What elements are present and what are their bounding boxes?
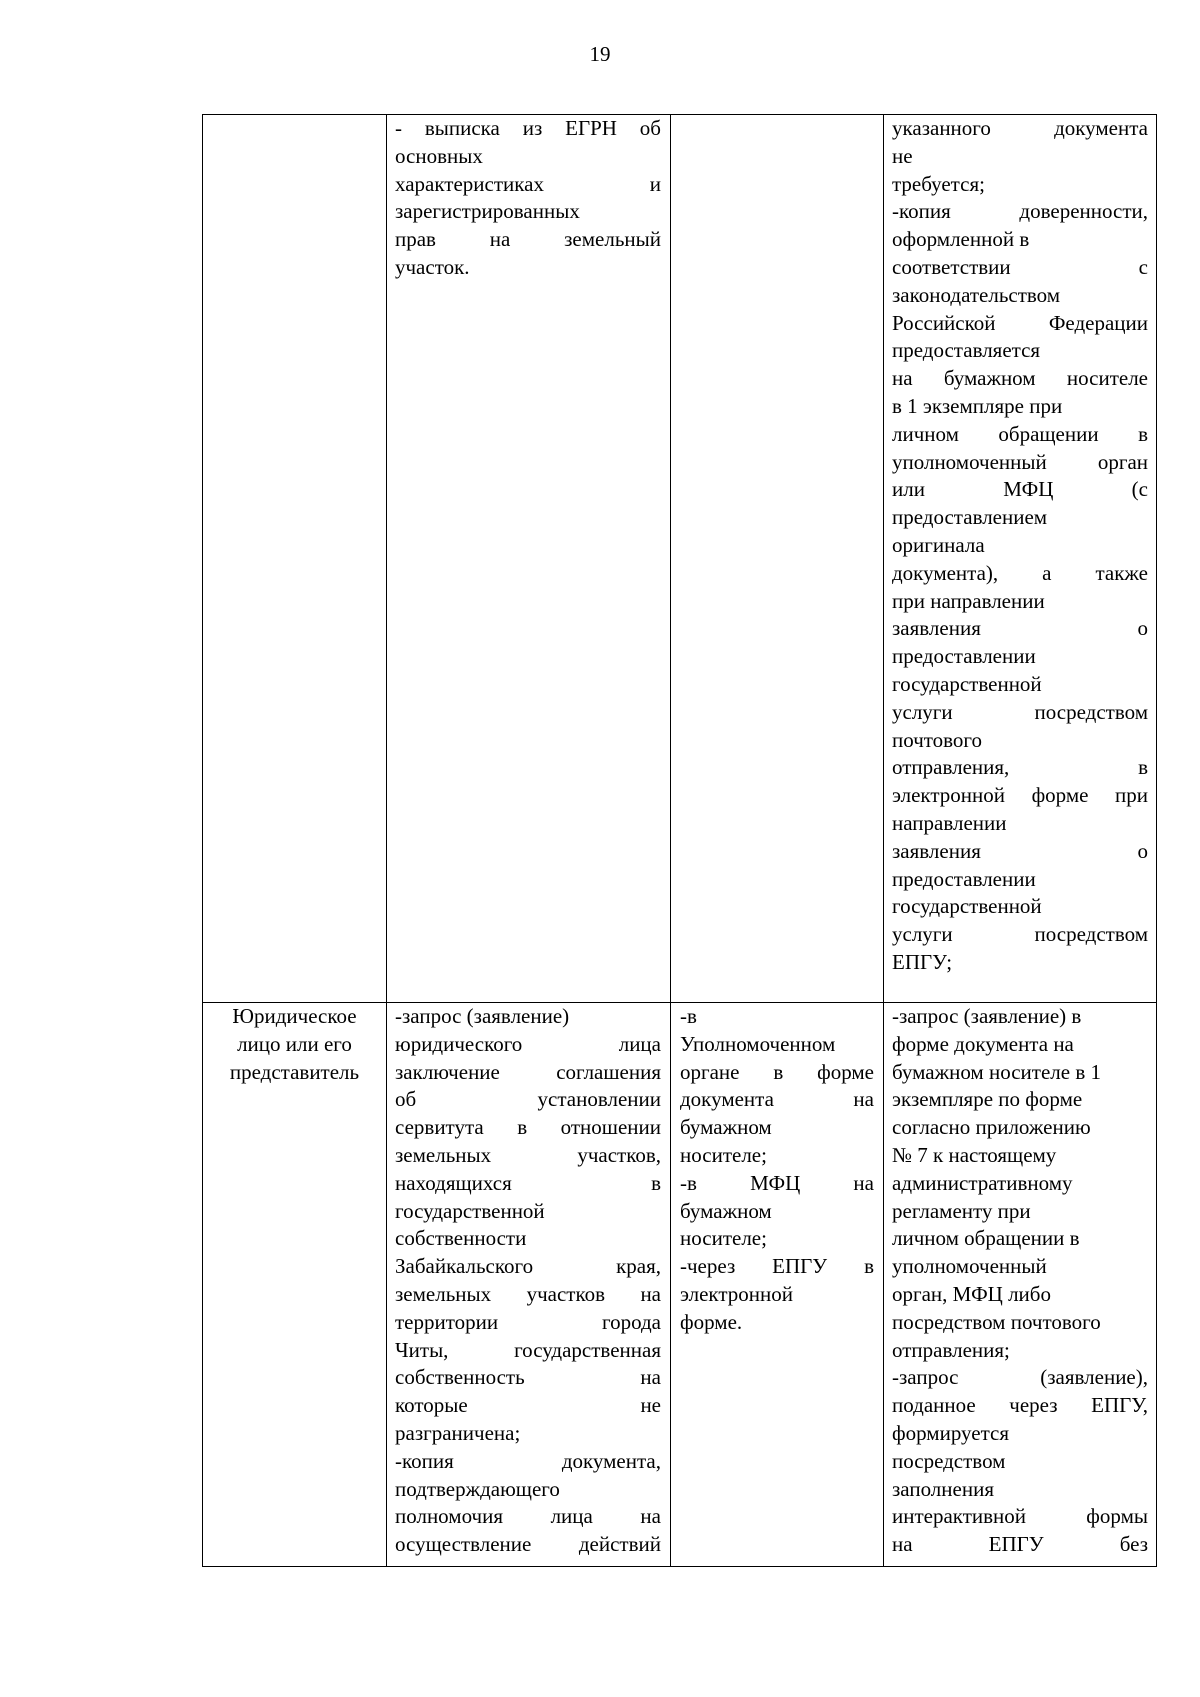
text-line: личном обращении в [892, 421, 1148, 446]
text-line: посредством почтового [892, 1309, 1101, 1334]
text-line: административному [892, 1170, 1073, 1195]
text-line: соответствии с [892, 254, 1148, 279]
row-0-requirements-cell [892, 115, 1148, 977]
text-line: собственность на [395, 1365, 661, 1390]
row-1-method-cell [680, 1003, 874, 1337]
text-line: носителе; [680, 1142, 767, 1167]
text-line: -запрос (заявление) в [892, 1004, 1082, 1028]
column-divider [386, 115, 387, 1566]
text-line: интерактивной формы [892, 1504, 1148, 1529]
text-line: почтового [892, 727, 983, 752]
text-line: бумажном [680, 1115, 772, 1140]
text-line: зарегистрированных [395, 199, 580, 224]
text-line: участок. [395, 254, 470, 279]
text-line: носителе; [680, 1226, 767, 1251]
text-line: находящихся в [395, 1170, 661, 1195]
text-line: -в МФЦ на [680, 1170, 874, 1195]
text-line: предоставлением [892, 505, 1048, 530]
text-line: направлении [892, 810, 1007, 835]
page-number: 19 [589, 42, 611, 66]
text-line: заявления о [892, 838, 1148, 863]
text-line: в 1 экземпляре при [892, 393, 1063, 418]
text-line: на ЕПГУ без [892, 1532, 1148, 1557]
row-1-requirements-cell [892, 1003, 1148, 1559]
text-line: при направлении [892, 588, 1045, 613]
text-line: собственности [395, 1226, 527, 1251]
text-line: осуществление действий [395, 1532, 661, 1557]
text-line: государственной [395, 1198, 545, 1223]
text-line: законодательством [892, 282, 1061, 307]
text-line: согласно приложению [892, 1115, 1091, 1140]
text-line: уполномоченный [892, 1254, 1047, 1279]
row-1-documents-cell [395, 1003, 661, 1559]
text-line: Уполномоченном [680, 1031, 836, 1056]
text-line: бумажном [680, 1198, 772, 1223]
text-line: Забайкальского края, [395, 1254, 661, 1279]
text-line: посредством [892, 1448, 1006, 1473]
text-line: экземпляре по форме [892, 1087, 1083, 1112]
text-line: разграничена; [395, 1420, 521, 1445]
text-line: -копия документа, [395, 1448, 661, 1473]
row-1-applicant-type-cell [207, 1003, 382, 1086]
text-line: государственной [892, 894, 1042, 919]
text-line: электронной [680, 1281, 794, 1306]
text-line: заполнения [892, 1476, 994, 1501]
text-line: характеристиках и [395, 171, 661, 196]
text-line: -копия доверенности, [892, 199, 1148, 224]
text-line: бумажном носителе в 1 [892, 1059, 1101, 1084]
text-line: заявления о [892, 616, 1148, 641]
text-line: которые не [395, 1393, 661, 1418]
text-line: на бумажном носителе [892, 366, 1148, 391]
text-line: органе в форме [680, 1059, 874, 1084]
text-line: государственной [892, 671, 1042, 696]
text-line: указанного документа [892, 116, 1148, 140]
text-line: форме. [680, 1309, 743, 1334]
text-line: или МФЦ (с [892, 477, 1148, 502]
text-line: орган, МФЦ либо [892, 1281, 1051, 1306]
text-line: услуги посредством [892, 699, 1148, 724]
text-line: -через ЕПГУ в [680, 1254, 874, 1279]
text-line: требуется; [892, 171, 985, 196]
text-line: представитель [229, 1059, 360, 1084]
text-line: территории города [395, 1309, 661, 1334]
text-line: документа на [680, 1087, 874, 1112]
text-line: услуги посредством [892, 922, 1148, 947]
text-line: Юридическое [232, 1004, 357, 1028]
text-line: подтверждающего [395, 1476, 560, 1501]
text-line: сервитута в отношении [395, 1115, 661, 1140]
text-line: заключение соглашения [395, 1059, 661, 1084]
text-line: уполномоченный орган [892, 449, 1148, 474]
text-line: -в [680, 1004, 697, 1028]
text-line: электронной форме при [892, 783, 1148, 808]
text-line: ЕПГУ; [892, 949, 953, 974]
column-divider [883, 115, 884, 1566]
text-line: об установлении [395, 1087, 661, 1112]
text-line: -запрос (заявление), [892, 1365, 1148, 1390]
text-line: -запрос (заявление) [395, 1004, 570, 1028]
text-line: предоставлении [892, 644, 1036, 669]
column-divider [670, 115, 671, 1566]
text-line: регламенту при [892, 1198, 1031, 1223]
text-line: отправления; [892, 1337, 1010, 1362]
text-line: оригинала [892, 532, 985, 557]
text-line: отправления, в [892, 755, 1148, 780]
text-line: предоставляется [892, 338, 1041, 363]
text-line: земельных участков на [395, 1281, 661, 1306]
text-line: Российской Федерации [892, 310, 1148, 335]
text-line: оформленной в [892, 227, 1030, 252]
text-line: основных [395, 143, 483, 168]
text-line: юридического лица [395, 1031, 661, 1056]
text-line: - выписка из ЕГРН об [395, 116, 661, 140]
text-line: прав на земельный [395, 227, 661, 252]
text-line: документа), а также [892, 560, 1148, 585]
text-line: Читы, государственная [395, 1337, 661, 1362]
text-line: не [892, 143, 913, 168]
text-line: № 7 к настоящему [892, 1142, 1057, 1167]
text-line: форме документа на [892, 1031, 1074, 1056]
document-table [202, 114, 1157, 1567]
text-line: земельных участков, [395, 1142, 661, 1167]
text-line: личном обращении в [892, 1226, 1080, 1251]
text-line: полномочия лица на [395, 1504, 661, 1529]
text-line: лицо или его [237, 1031, 352, 1056]
row-0-documents-cell [395, 115, 661, 282]
text-line: формируется [892, 1420, 1009, 1445]
text-line: предоставлении [892, 866, 1036, 891]
text-line: поданное через ЕПГУ, [892, 1393, 1148, 1418]
